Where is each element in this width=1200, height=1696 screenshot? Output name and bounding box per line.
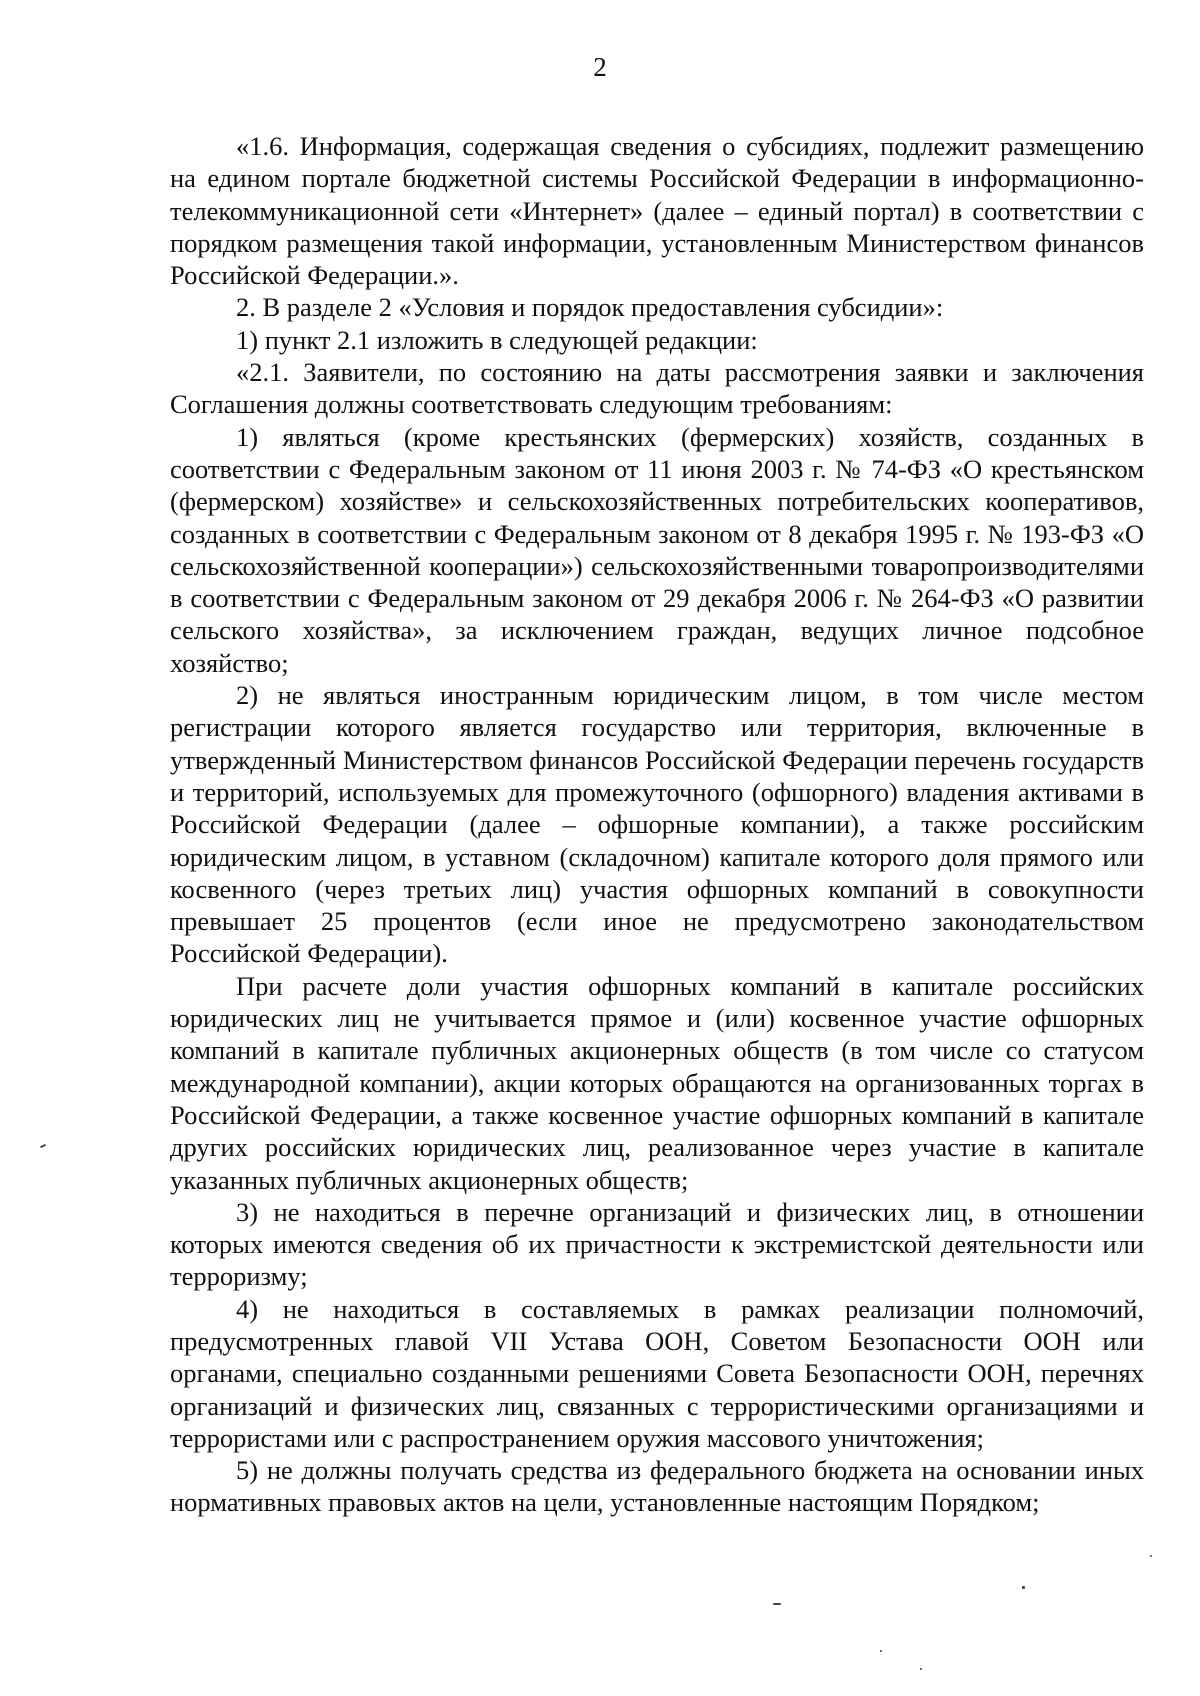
paragraph-requirement-2: 2) не являться иностранным юридическим лицом, в том числе местом регистрации которого является государство или территория, включенные в утвержденный Министерством финансов Российской Федерации перечень государств и территорий, используемых для промежуточного (офшорного) владения активами в Российской Федерации (далее – офшорные компании), а также российским юридическим лицом, в уставном (складочном) капитале которого доля прямого или косвенного (через третьих лиц) участия офшорных компаний в совокупности превышает 25 процентов (если иное не предусмотрено законодательством Российской Федерации). [170, 680, 1144, 969]
page-number: 2 [593, 52, 607, 82]
paragraph-item-2-1-instruction: 1) пункт 2.1 изложить в следующей редакции: [236, 324, 758, 355]
paragraph-requirement-1: 1) являться (кроме крестьянских (фермерских) хозяйств, созданных в соответствии с Федеральным законом от 11 июня 2003 г. № 74-ФЗ «О крестьянском (фермерском) хозяйстве» и сельскохозяйственных потребительских кооперативов, созданных в соответствии с Федеральным законом от 8 декабря 1995 г. № 193-ФЗ «О сельскохозяйственной кооперации») сельскохозяйственными товаропроизводителями в соответствии с Федеральным законом от 29 декабря 2006 г. № 264-ФЗ «О развитии сельского хозяйства», за исключением граждан, ведущих личное подсобное хозяйство; [170, 421, 1144, 678]
paragraph-requirement-5: 5) не должны получать средства из федерального бюджета на основании иных нормативных правовых актов на цели, установленные настоящим Порядком; [170, 1455, 1144, 1518]
scan-speck [1150, 1555, 1152, 1557]
paragraph-1-6-information: «1.6. Информация, содержащая сведения о субсидиях, подлежит размещению на едином портале бюджетной системы Российской Федерации в информационно-телекоммуникационной сети «Интернет» (далее – единый портал) в соответствии с порядком размещения такой информации, установленным Министерством финансов Российской Федерации.». [170, 131, 1144, 291]
scan-speck [40, 1144, 46, 1148]
scan-speck [773, 1603, 781, 1605]
paragraph-requirement-4: 4) не находиться в составляемых в рамках реализации полномочий, предусмотренных главой VII Устава ООН, Советом Безопасности ООН или органами, специально созданными решениями Совета Безопасности ООН, перечнях организаций и физических лиц, связанных с террористическими организациями и террористами или с распространением оружия массового уничтожения; [170, 1293, 1144, 1453]
scan-speck [920, 1668, 922, 1670]
paragraph-2-1-requirements: «2.1. Заявители, по состоянию на даты рассмотрения заявки и заключения Соглашения должны соответствовать следующим требованиям: [170, 357, 1144, 420]
paragraph-section-2-heading: 2. В разделе 2 «Условия и порядок предоставления субсидии»: [236, 292, 944, 323]
paragraph-offshore-calculation: При расчете доли участия офшорных компаний в капитале российских юридических лиц не учитывается прямое и (или) косвенное участие офшорных компаний в капитале публичных акционерных обществ (в том числе со статусом международной компании), акции которых обращаются на организованных торгах в Российской Федерации, а также косвенное участие офшорных компаний в капитале других российских юридических лиц, реализованное через участие в капитале указанных публичных акционерных обществ; [170, 970, 1144, 1195]
scan-speck [1022, 1586, 1025, 1589]
paragraph-requirement-3: 3) не находиться в перечне организаций и физических лиц, в отношении которых имеются сведения об их причастности к экстремистской деятельности или терроризму; [170, 1196, 1144, 1292]
scan-speck [880, 1650, 882, 1652]
document-body [170, 130, 1144, 1519]
